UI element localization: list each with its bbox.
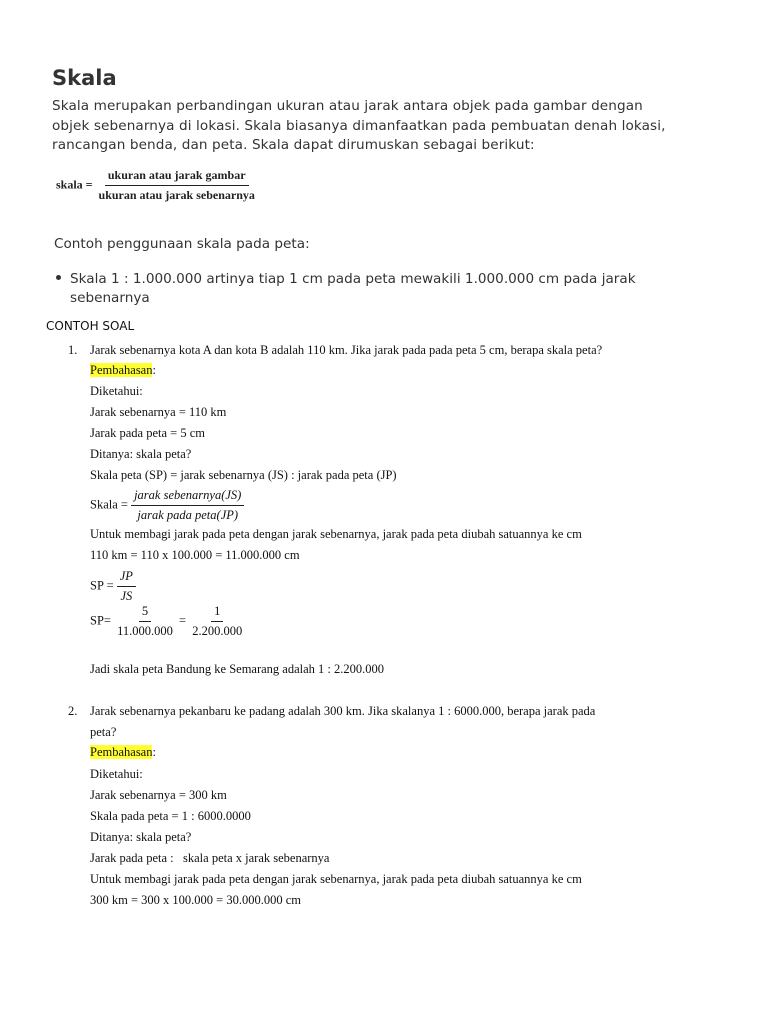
contoh-soal-heading: CONTOH SOAL — [46, 319, 135, 333]
q2-line-3: Ditanya: skala peta? — [90, 830, 192, 844]
q1-skala-fraction — [131, 488, 244, 523]
q2-line-1: Jarak sebenarnya = 300 km — [90, 788, 227, 802]
q2-line-4: Jarak pada peta : skala peta x jarak sebenarnya — [90, 851, 330, 865]
q1-sp-numerator: JP — [117, 569, 136, 587]
q1-line-3: Ditanya: skala peta? — [90, 447, 192, 461]
q2-pembahasan — [90, 745, 156, 760]
page-title: Skala — [52, 66, 117, 90]
q1-diketahui: Diketahui: — [90, 384, 143, 398]
intro-line-3: rancangan benda, dan peta. Skala dapat dirumuskan sebagai berikut: — [52, 137, 535, 153]
q1-line-6: 110 km = 110 x 100.000 = 11.000.000 cm — [90, 548, 300, 562]
q2-question-line-2: peta? — [90, 725, 117, 739]
q1-sp2-denominator-1: 11.000.000 — [117, 624, 173, 638]
q2-line-6: 300 km = 300 x 100.000 = 30.000.000 cm — [90, 893, 301, 907]
intro-line-2: objek sebenarnya di lokasi. Skala biasanya dimanfaatkan pada pembuatan denah lokasi, — [52, 118, 666, 134]
q1-line-4: Skala peta (SP) = jarak sebenarnya (JS) : jarak pada peta (JP) — [90, 468, 397, 482]
q1-sp2-formula — [90, 604, 245, 639]
q1-skala-formula — [90, 488, 244, 523]
formula-fraction — [96, 168, 258, 203]
q1-sp2-equals: = — [179, 613, 187, 628]
q1-pembahasan — [90, 363, 156, 378]
q2-pembahasan-colon: : — [152, 745, 156, 759]
bullet-line-2: sebenarnya — [70, 290, 150, 306]
bullet-line-1: Skala 1 : 1.000.000 artinya tiap 1 cm pada peta mewakili 1.000.000 cm pada jarak — [70, 271, 636, 287]
q1-conclusion: Jadi skala peta Bandung ke Semarang adalah 1 : 2.200.000 — [90, 662, 385, 676]
scale-formula — [56, 168, 258, 203]
q1-sp-lhs: SP = — [90, 578, 114, 593]
intro-line-1: Skala merupakan perbandingan ukuran atau jarak antara objek pada gambar dengan — [52, 98, 643, 114]
formula-lhs: skala = — [56, 177, 93, 192]
q1-sp2-numerator-2: 1 — [211, 604, 223, 622]
q2-line-5: Untuk membagi jarak pada peta dengan jarak sebenarnya, jarak pada peta diubah satuannya ke cm — [90, 872, 582, 886]
q1-sp-formula — [90, 569, 136, 604]
q1-sp2-numerator-1: 5 — [139, 604, 151, 622]
q1-skala-denominator: jarak pada peta(JP) — [137, 508, 239, 522]
q1-number: 1. — [68, 343, 78, 357]
bullet-dot-icon — [56, 275, 61, 280]
q1-pembahasan-label: Pembahasan — [90, 363, 153, 377]
q1-sp2-fraction-1 — [114, 604, 176, 639]
q2-pembahasan-label: Pembahasan — [90, 745, 153, 759]
q1-pembahasan-colon: : — [152, 363, 156, 377]
q1-sp2-denominator-2: 2.200.000 — [192, 624, 243, 638]
q2-line-2: Skala pada peta = 1 : 6000.0000 — [90, 809, 251, 823]
q1-sp2-lhs: SP= — [90, 613, 111, 628]
q1-line-1: Jarak sebenarnya = 110 km — [90, 405, 227, 419]
q1-question: Jarak sebenarnya kota A dan kota B adalah 110 km. Jika jarak pada pada peta 5 cm, berapa skala peta? — [90, 343, 603, 357]
q2-question-line-1: Jarak sebenarnya pekanbaru ke padang adalah 300 km. Jika skalanya 1 : 6000.000, berapa jarak pada — [90, 704, 596, 718]
q1-skala-lhs: Skala = — [90, 497, 128, 512]
formula-denominator: ukuran atau jarak sebenarnya — [98, 188, 255, 202]
q1-sp2-fraction-2 — [189, 604, 245, 639]
contoh-heading: Contoh penggunaan skala pada peta: — [54, 236, 310, 252]
q1-line-5: Untuk membagi jarak pada peta dengan jarak sebenarnya, jarak pada peta diubah satuannya ke cm — [90, 527, 582, 541]
q2-diketahui: Diketahui: — [90, 767, 143, 781]
formula-numerator: ukuran atau jarak gambar — [105, 168, 249, 186]
q1-line-2: Jarak pada peta = 5 cm — [90, 426, 205, 440]
q1-skala-numerator: jarak sebenarnya(JS) — [131, 488, 244, 506]
q1-sp-denominator: JS — [120, 589, 133, 603]
q1-sp-fraction — [117, 569, 136, 604]
q2-number: 2. — [68, 704, 78, 718]
